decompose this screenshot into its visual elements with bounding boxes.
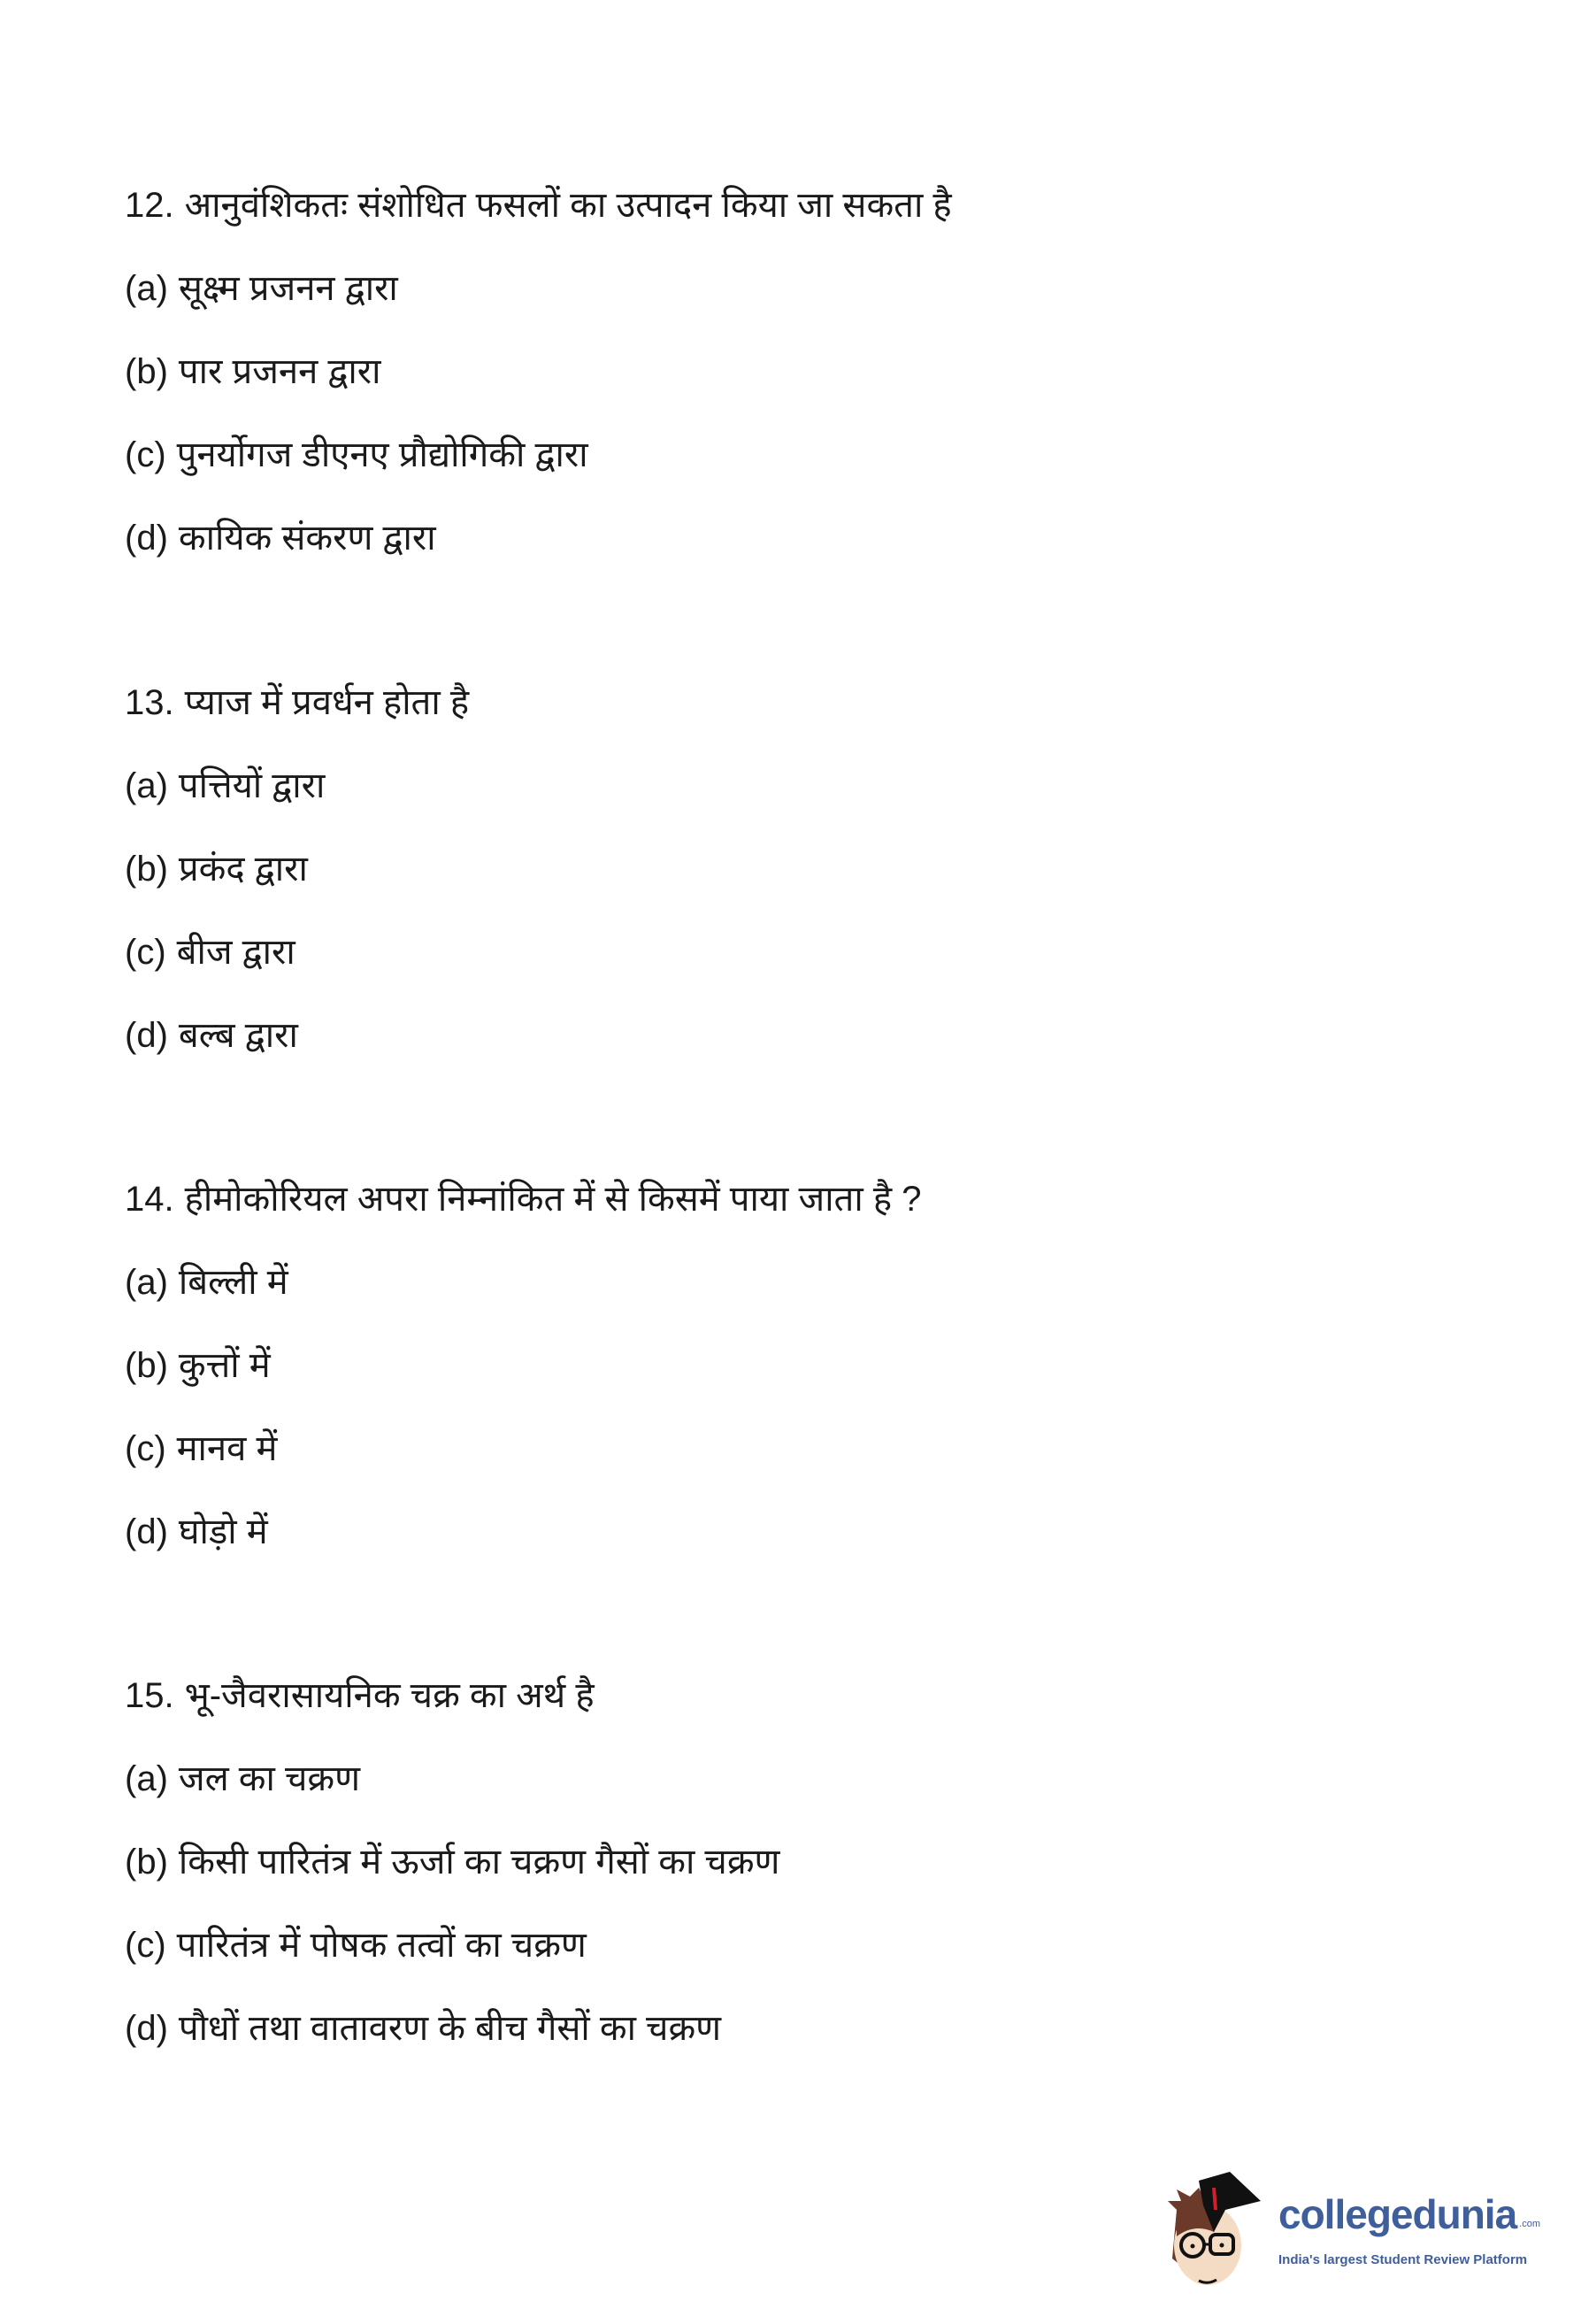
brand-suffix: .com [1519,2219,1541,2229]
item-label: (b) [125,850,168,889]
item-text: आनुवंशिकतः संशोधित फसलों का उत्पादन किया जा सकता है [184,186,952,225]
option-a [125,1757,360,1801]
option-c [125,1923,587,1967]
option-d [125,1013,298,1058]
item-label: (a) [125,1263,168,1302]
option-b [125,350,380,394]
item-text: मानव में [176,1429,278,1468]
item-text: घोड़ो में [178,1512,268,1551]
option-d [125,2006,721,2051]
item-label: (c) [125,1429,166,1468]
item-text: पौधों तथा वातावरण के बीच गैसों का चक्रण [178,2009,722,2048]
item-label: (a) [125,1759,168,1798]
item-text: पार प्रजनन द्वारा [178,352,381,391]
item-text: भू-जैवरासायनिक चक्र का अर्थ है [184,1676,595,1715]
item-label: 14. [125,1180,174,1219]
brand-tagline: India's largest Student Review Platform [1278,2252,1528,2267]
item-text: पुनर्योगज डीएनए प्रौद्योगिकी द्वारा [176,435,588,474]
item-label: (d) [125,2009,168,2048]
option-c [125,930,295,974]
item-text: प्याज में प्रवर्धन होता है [184,683,470,722]
item-text: पारितंत्र में पोषक तत्वों का चक्रण [176,1926,587,1965]
item-label: (a) [125,269,168,308]
item-label: 13. [125,683,174,722]
item-text: जल का चक्रण [178,1759,361,1798]
item-label: (c) [125,933,166,972]
item-text: सूक्ष्म प्रजनन द्वारा [178,269,398,308]
item-label: (b) [125,352,168,391]
item-label: (d) [125,519,168,558]
item-text: पत्तियों द्वारा [178,766,326,805]
option-d [125,1510,268,1554]
option-a [125,266,398,311]
item-label: (b) [125,1346,168,1385]
option-c [125,433,588,477]
question-text [125,1674,595,1718]
student-mascot-icon [1159,2170,1270,2289]
item-label: 15. [125,1676,174,1715]
item-text: हीमोकोरियल अपरा निम्नांकित में से किसमें पाया जाता है ? [184,1180,922,1219]
item-label: 12. [125,186,174,225]
item-text: प्रकंद द्वारा [178,850,308,889]
item-label: (c) [125,435,166,474]
item-text: किसी पारितंत्र में ऊर्जा का चक्रण गैसों का चक्रण [178,1843,780,1882]
item-text: कायिक संकरण द्वारा [178,519,436,558]
option-b [125,847,308,891]
collegedunia-logo [1150,2170,1575,2289]
item-text: कुत्तों में [178,1346,271,1385]
question-text [125,1177,921,1221]
item-label: (a) [125,766,168,805]
question-text [125,183,952,227]
item-label: (c) [125,1926,166,1965]
option-c [125,1427,277,1471]
item-label: (b) [125,1843,168,1882]
option-a [125,764,325,808]
item-label: (d) [125,1512,168,1551]
question-text [125,681,469,725]
option-a [125,1260,288,1304]
item-text: बल्ब द्वारा [178,1016,298,1055]
option-d [125,516,436,560]
option-b [125,1840,779,1884]
item-text: बिल्ली में [178,1263,288,1302]
item-text: बीज द्वारा [176,933,295,972]
option-b [125,1343,271,1388]
brand-name: collegedunia [1278,2191,1517,2237]
brand-row [1278,2189,1540,2239]
item-label: (d) [125,1016,168,1055]
